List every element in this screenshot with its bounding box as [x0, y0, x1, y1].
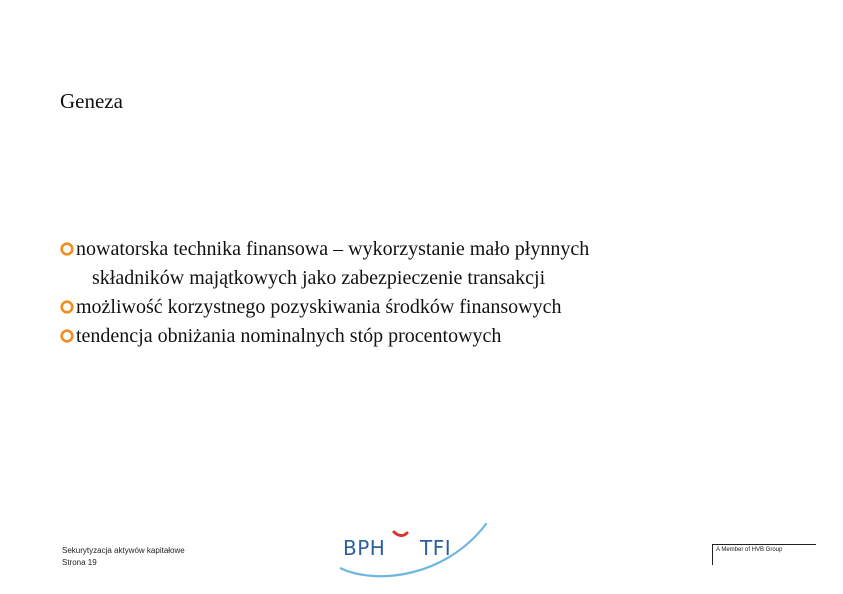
bullet-text: nowatorska technika finansowa – wykorzystanie mało płynnych	[76, 238, 590, 260]
member-label: A Member of HVB Group	[716, 547, 783, 553]
orange-ring-bullet-icon	[60, 242, 74, 256]
logo-text-tfi: TFI	[420, 536, 452, 560]
footer-info	[62, 545, 185, 569]
bullet-item	[60, 235, 780, 293]
bph-tfi-logo	[340, 520, 490, 585]
member-divider	[712, 544, 816, 545]
member-divider-tick	[712, 544, 713, 565]
orange-ring-bullet-icon	[60, 300, 74, 314]
bullet-text: możliwość korzystnego pozyskiwania środków finansowych	[76, 296, 562, 318]
bullet-item	[60, 322, 780, 351]
bullet-text-continuation: składników majątkowych jako zabezpieczenie transakcji	[92, 267, 546, 289]
bullet-item	[60, 293, 780, 322]
orange-ring-bullet-icon	[60, 329, 74, 343]
bullet-list	[60, 235, 780, 351]
bullet-text: tendencja obniżania nominalnych stóp procentowych	[76, 325, 502, 347]
footer-topic: Sekurytyzacja aktywów kapitałowe	[62, 546, 185, 555]
footer-page-number: Strona 19	[62, 558, 97, 567]
logo-text-bph: BPH	[343, 536, 386, 560]
slide-title: Geneza	[60, 89, 123, 113]
